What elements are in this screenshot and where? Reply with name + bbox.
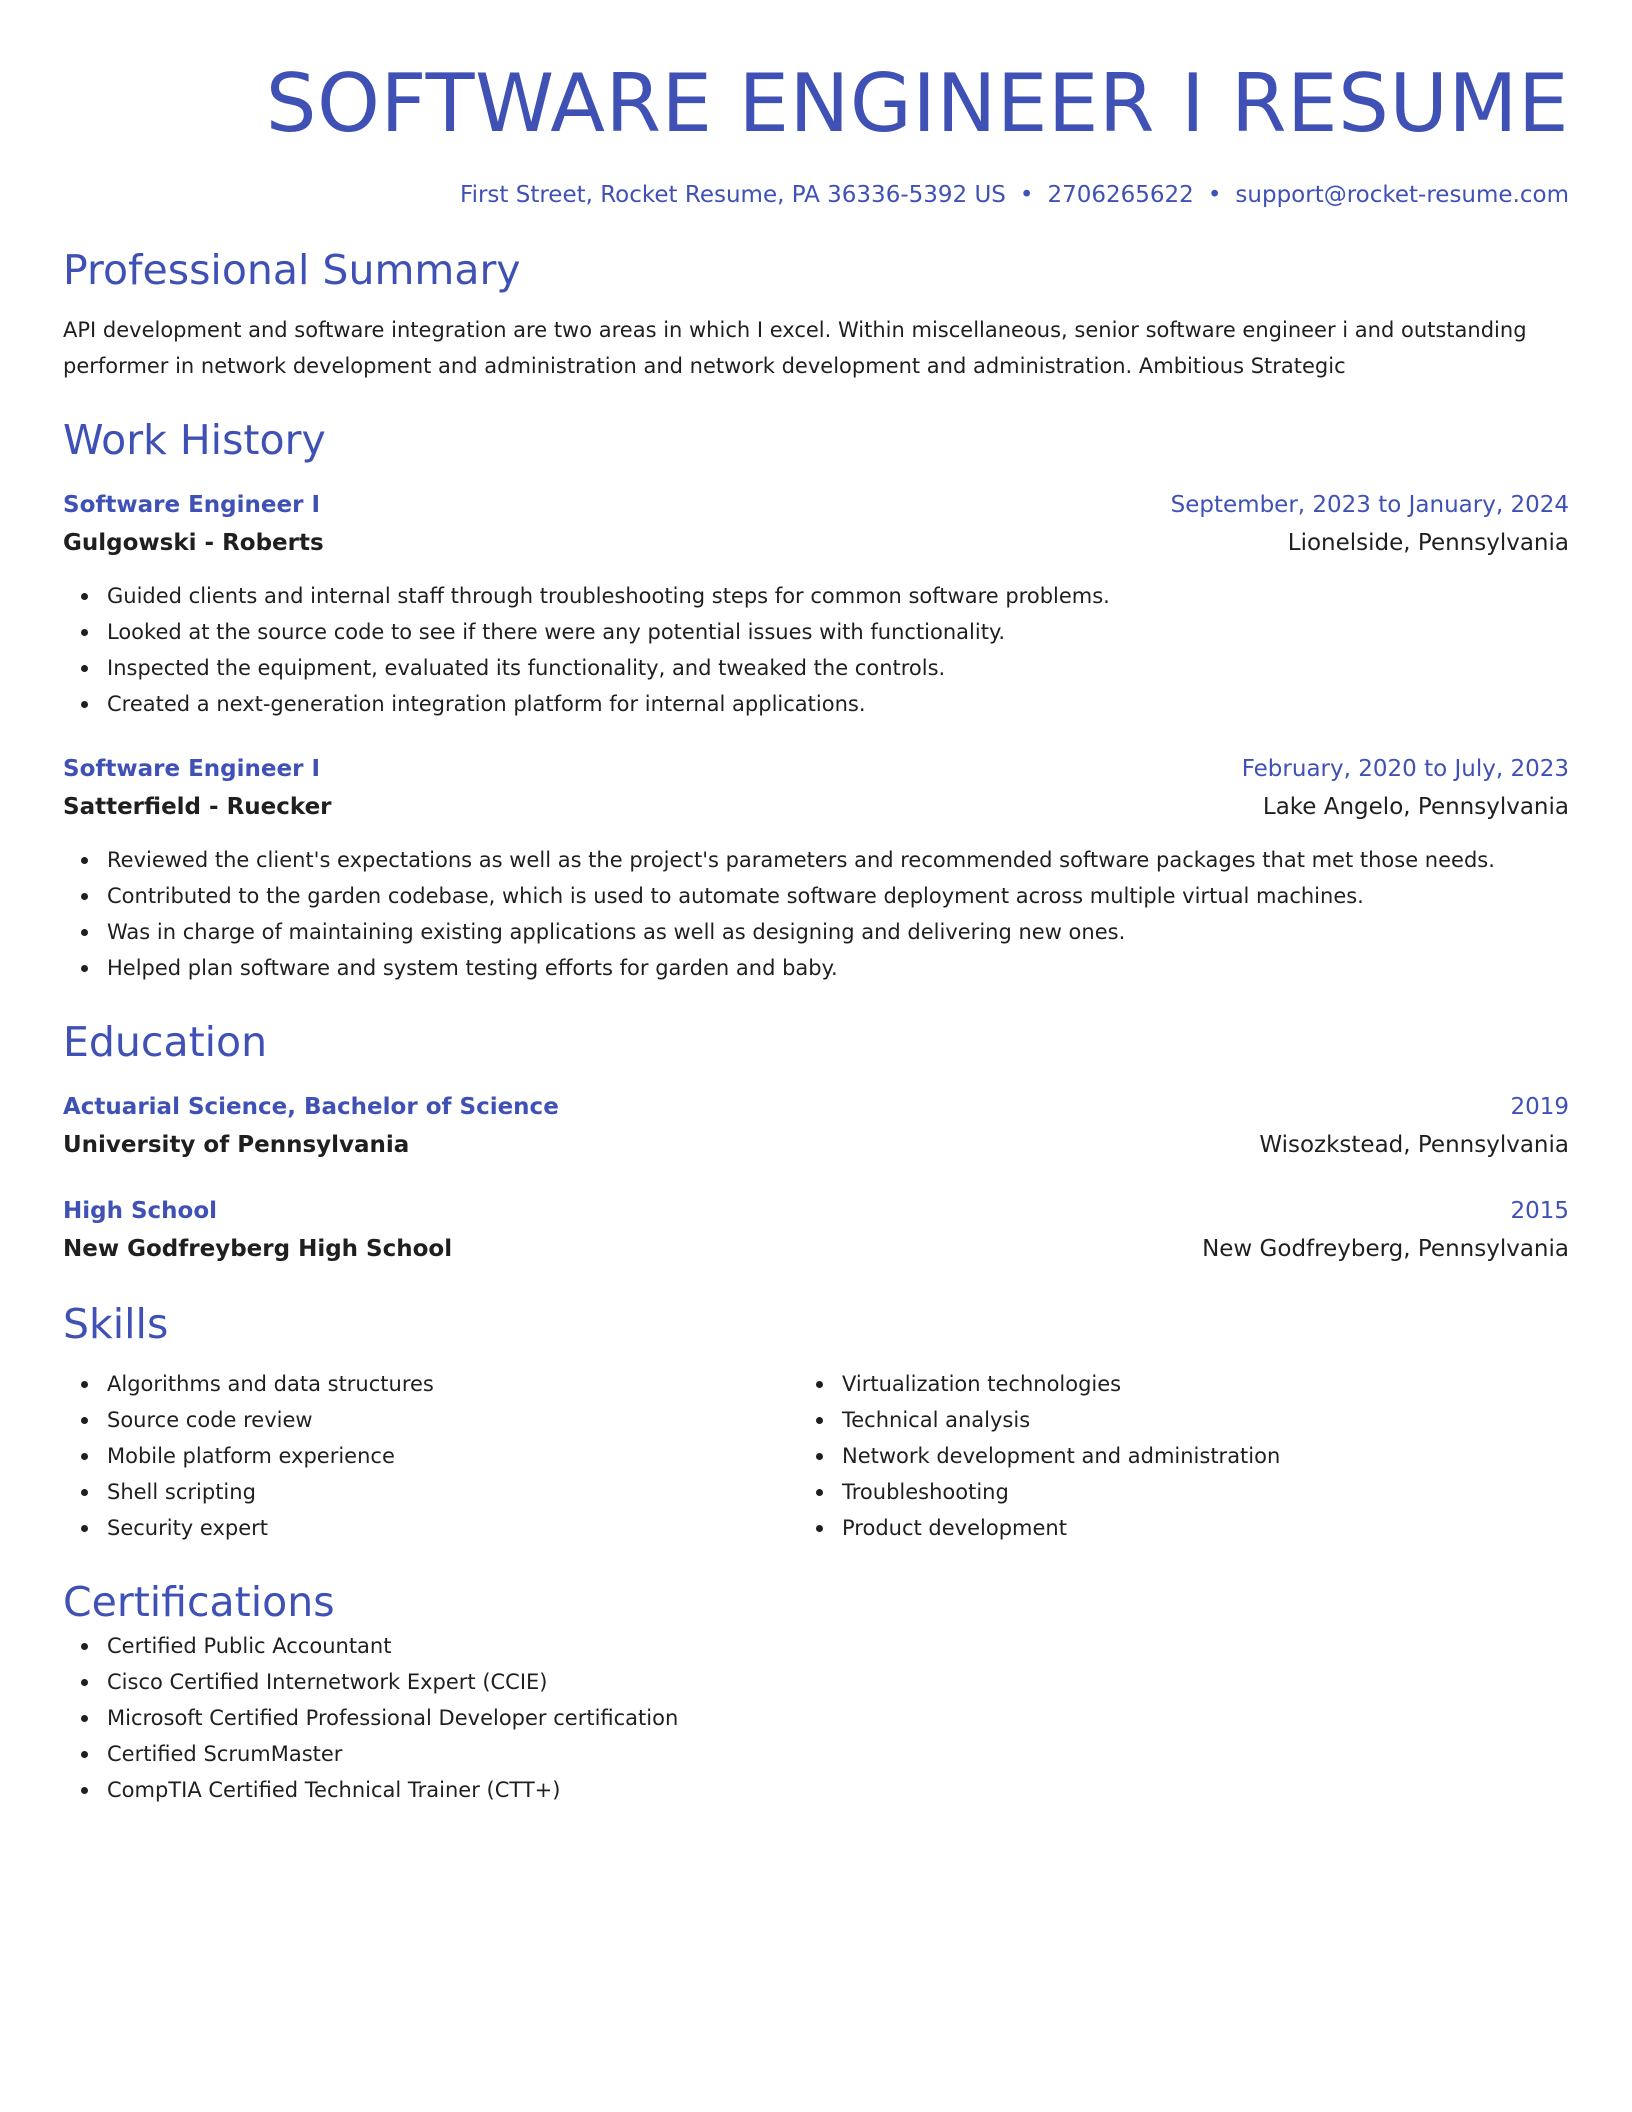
job-company: Satterfield - Ruecker: [63, 794, 332, 820]
skills-list: [63, 1366, 798, 1546]
job-location: Lionelside, Pennsylvania: [1287, 530, 1569, 556]
skill-item: Technical analysis: [842, 1402, 1533, 1438]
work-entry-header: [63, 750, 1569, 788]
skill-item: Troubleshooting: [842, 1474, 1533, 1510]
contact-email[interactable]: support@rocket-resume.com: [1235, 182, 1569, 208]
skills-column-left: [63, 1366, 798, 1546]
skills-grid: [63, 1366, 1569, 1546]
work-entry: [63, 750, 1569, 986]
summary-text: API development and software integration are two areas in which I excel. Within miscellaneous, senior software engineer i and outstanding performer in network development and administration and network development and administration. Ambitious Strategic: [63, 318, 1527, 378]
skill-item: Algorithms and data structures: [107, 1366, 798, 1402]
job-bullet: Helped plan software and system testing efforts for garden and baby.: [107, 950, 1569, 986]
certification-item: Certified Public Accountant: [107, 1628, 1569, 1664]
work-entry-subheader: [63, 524, 1569, 562]
job-bullet: Inspected the equipment, evaluated its functionality, and tweaked the controls.: [107, 650, 1569, 686]
education-entry-subheader: [63, 1126, 1569, 1164]
work-entry-subheader: [63, 788, 1569, 826]
job-bullet: Guided clients and internal staff through troubleshooting steps for common software problems.: [107, 578, 1569, 614]
section-heading-education: Education: [63, 1018, 268, 1066]
resume-header: [63, 56, 1569, 210]
section-heading-certifications: Certifications: [63, 1578, 335, 1626]
contact-separator: •: [1019, 182, 1034, 208]
section-heading-summary: Professional Summary: [63, 246, 521, 294]
education-entry-header: [63, 1192, 1569, 1230]
job-title: Software Engineer I: [63, 492, 320, 518]
education-entry: [63, 1192, 1569, 1268]
job-bullet-list: [63, 842, 1569, 986]
resume-title: SOFTWARE ENGINEER I RESUME: [265, 57, 1569, 150]
contact-line: [63, 180, 1569, 210]
certification-item: Certified ScrumMaster: [107, 1736, 1569, 1772]
job-bullet: Reviewed the client's expectations as well as the project's parameters and recommended software packages that met those needs.: [107, 842, 1569, 878]
job-bullet: Created a next-generation integration platform for internal applications.: [107, 686, 1569, 722]
job-bullet: Contributed to the garden codebase, which is used to automate software deployment across multiple virtual machines.: [107, 878, 1569, 914]
skills-list: [798, 1366, 1533, 1546]
education-location: Wisozkstead, Pennsylvania: [1259, 1132, 1569, 1158]
work-entry-header: [63, 486, 1569, 524]
education-entry-header: [63, 1088, 1569, 1126]
section-heading-skills: Skills: [63, 1300, 169, 1348]
certifications-list: [63, 1628, 1569, 1808]
education-degree: High School: [63, 1198, 218, 1224]
contact-address: First Street, Rocket Resume, PA 36336-5392 US: [460, 182, 1006, 208]
certification-item: Cisco Certified Internetwork Expert (CCIE): [107, 1664, 1569, 1700]
education-year: 2015: [1510, 1198, 1569, 1224]
work-entry: [63, 486, 1569, 722]
section-heading-work-history: Work History: [63, 416, 326, 464]
skill-item: Security expert: [107, 1510, 798, 1546]
education-year: 2019: [1510, 1094, 1569, 1120]
skill-item: Product development: [842, 1510, 1533, 1546]
job-bullet: Was in charge of maintaining existing applications as well as designing and delivering new ones.: [107, 914, 1569, 950]
skill-item: Network development and administration: [842, 1438, 1533, 1474]
skill-item: Source code review: [107, 1402, 798, 1438]
education-school: New Godfreyberg High School: [63, 1236, 453, 1262]
job-bullet: Looked at the source code to see if there were any potential issues with functionality.: [107, 614, 1569, 650]
job-bullet-list: [63, 578, 1569, 722]
job-dates: February, 2020 to July, 2023: [1241, 756, 1569, 782]
certification-item: CompTIA Certified Technical Trainer (CTT+): [107, 1772, 1569, 1808]
education-entry-subheader: [63, 1230, 1569, 1268]
education-entry: [63, 1088, 1569, 1164]
skill-item: Mobile platform experience: [107, 1438, 798, 1474]
skill-item: Virtualization technologies: [842, 1366, 1533, 1402]
education-location: New Godfreyberg, Pennsylvania: [1202, 1236, 1569, 1262]
education-degree: Actuarial Science, Bachelor of Science: [63, 1094, 559, 1120]
skills-column-right: [798, 1366, 1533, 1546]
job-title: Software Engineer I: [63, 756, 320, 782]
education-school: University of Pennsylvania: [63, 1132, 410, 1158]
contact-separator: •: [1207, 182, 1222, 208]
job-dates: September, 2023 to January, 2024: [1170, 492, 1569, 518]
contact-phone: 2706265622: [1047, 182, 1194, 208]
job-company: Gulgowski - Roberts: [63, 530, 324, 556]
certification-item: Microsoft Certified Professional Developer certification: [107, 1700, 1569, 1736]
skill-item: Shell scripting: [107, 1474, 798, 1510]
job-location: Lake Angelo, Pennsylvania: [1262, 794, 1569, 820]
